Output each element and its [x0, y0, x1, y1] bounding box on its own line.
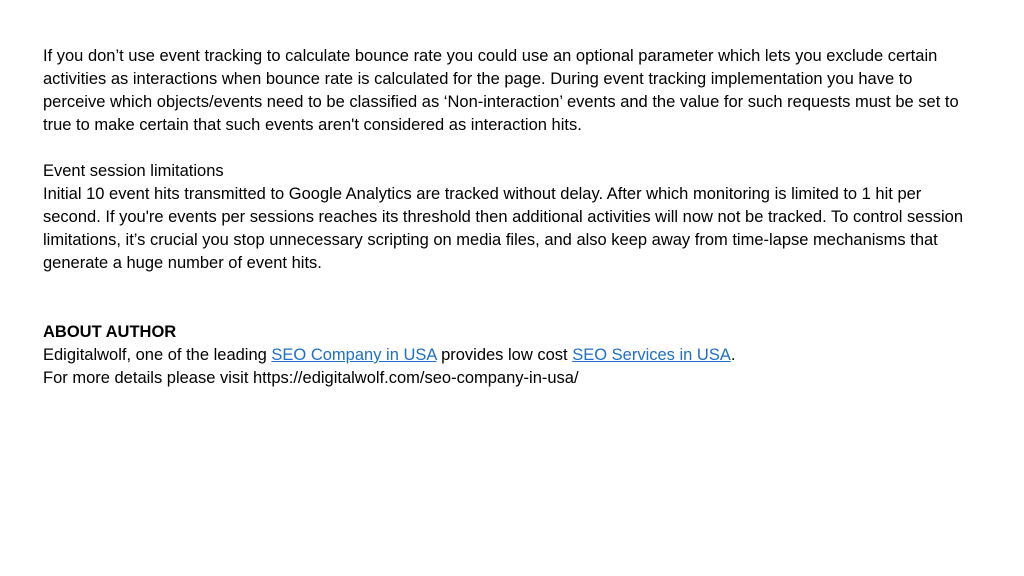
author-line-prefix: Edigitalwolf, one of the leading — [43, 346, 272, 364]
section-heading-session-limitations: Event session limitations — [43, 162, 224, 180]
slide-content — [43, 45, 963, 390]
spacer — [43, 275, 963, 321]
author-line-suffix: . — [730, 346, 736, 364]
seo-company-link[interactable]: SEO Company in USA — [271, 346, 437, 364]
session-limitations-paragraph: Initial 10 event hits transmitted to Google Analytics are tracked without delay. After which monitoring is limited to 1 hit per second. If you're events per sessions reaches its threshold then additional activities will now not be tracked. To control session limitations, it’s crucial you stop unnecessary scripting on media files, and also keep away from time-lapse mechanisms that generate a huge number of event hits. — [43, 185, 964, 272]
seo-services-link[interactable]: SEO Services in USA — [572, 346, 731, 364]
author-line — [43, 344, 963, 367]
author-details: For more details please visit https://edigitalwolf.com/seo-company-in-usa/ — [43, 369, 579, 387]
author-line-middle: provides low cost — [436, 346, 573, 364]
intro-paragraph: If you don’t use event tracking to calculate bounce rate you could use an optional parameter which lets you exclude certain activities as interactions when bounce rate is calculated for the page. During event tracking implementation you have to perceive which objects/events need to be classified as ‘Non-interaction’ events and the value for such requests must be set to true to make certain that such events aren't considered as interaction hits. — [43, 47, 959, 134]
spacer — [43, 137, 963, 160]
author-heading: ABOUT AUTHOR — [43, 323, 177, 341]
